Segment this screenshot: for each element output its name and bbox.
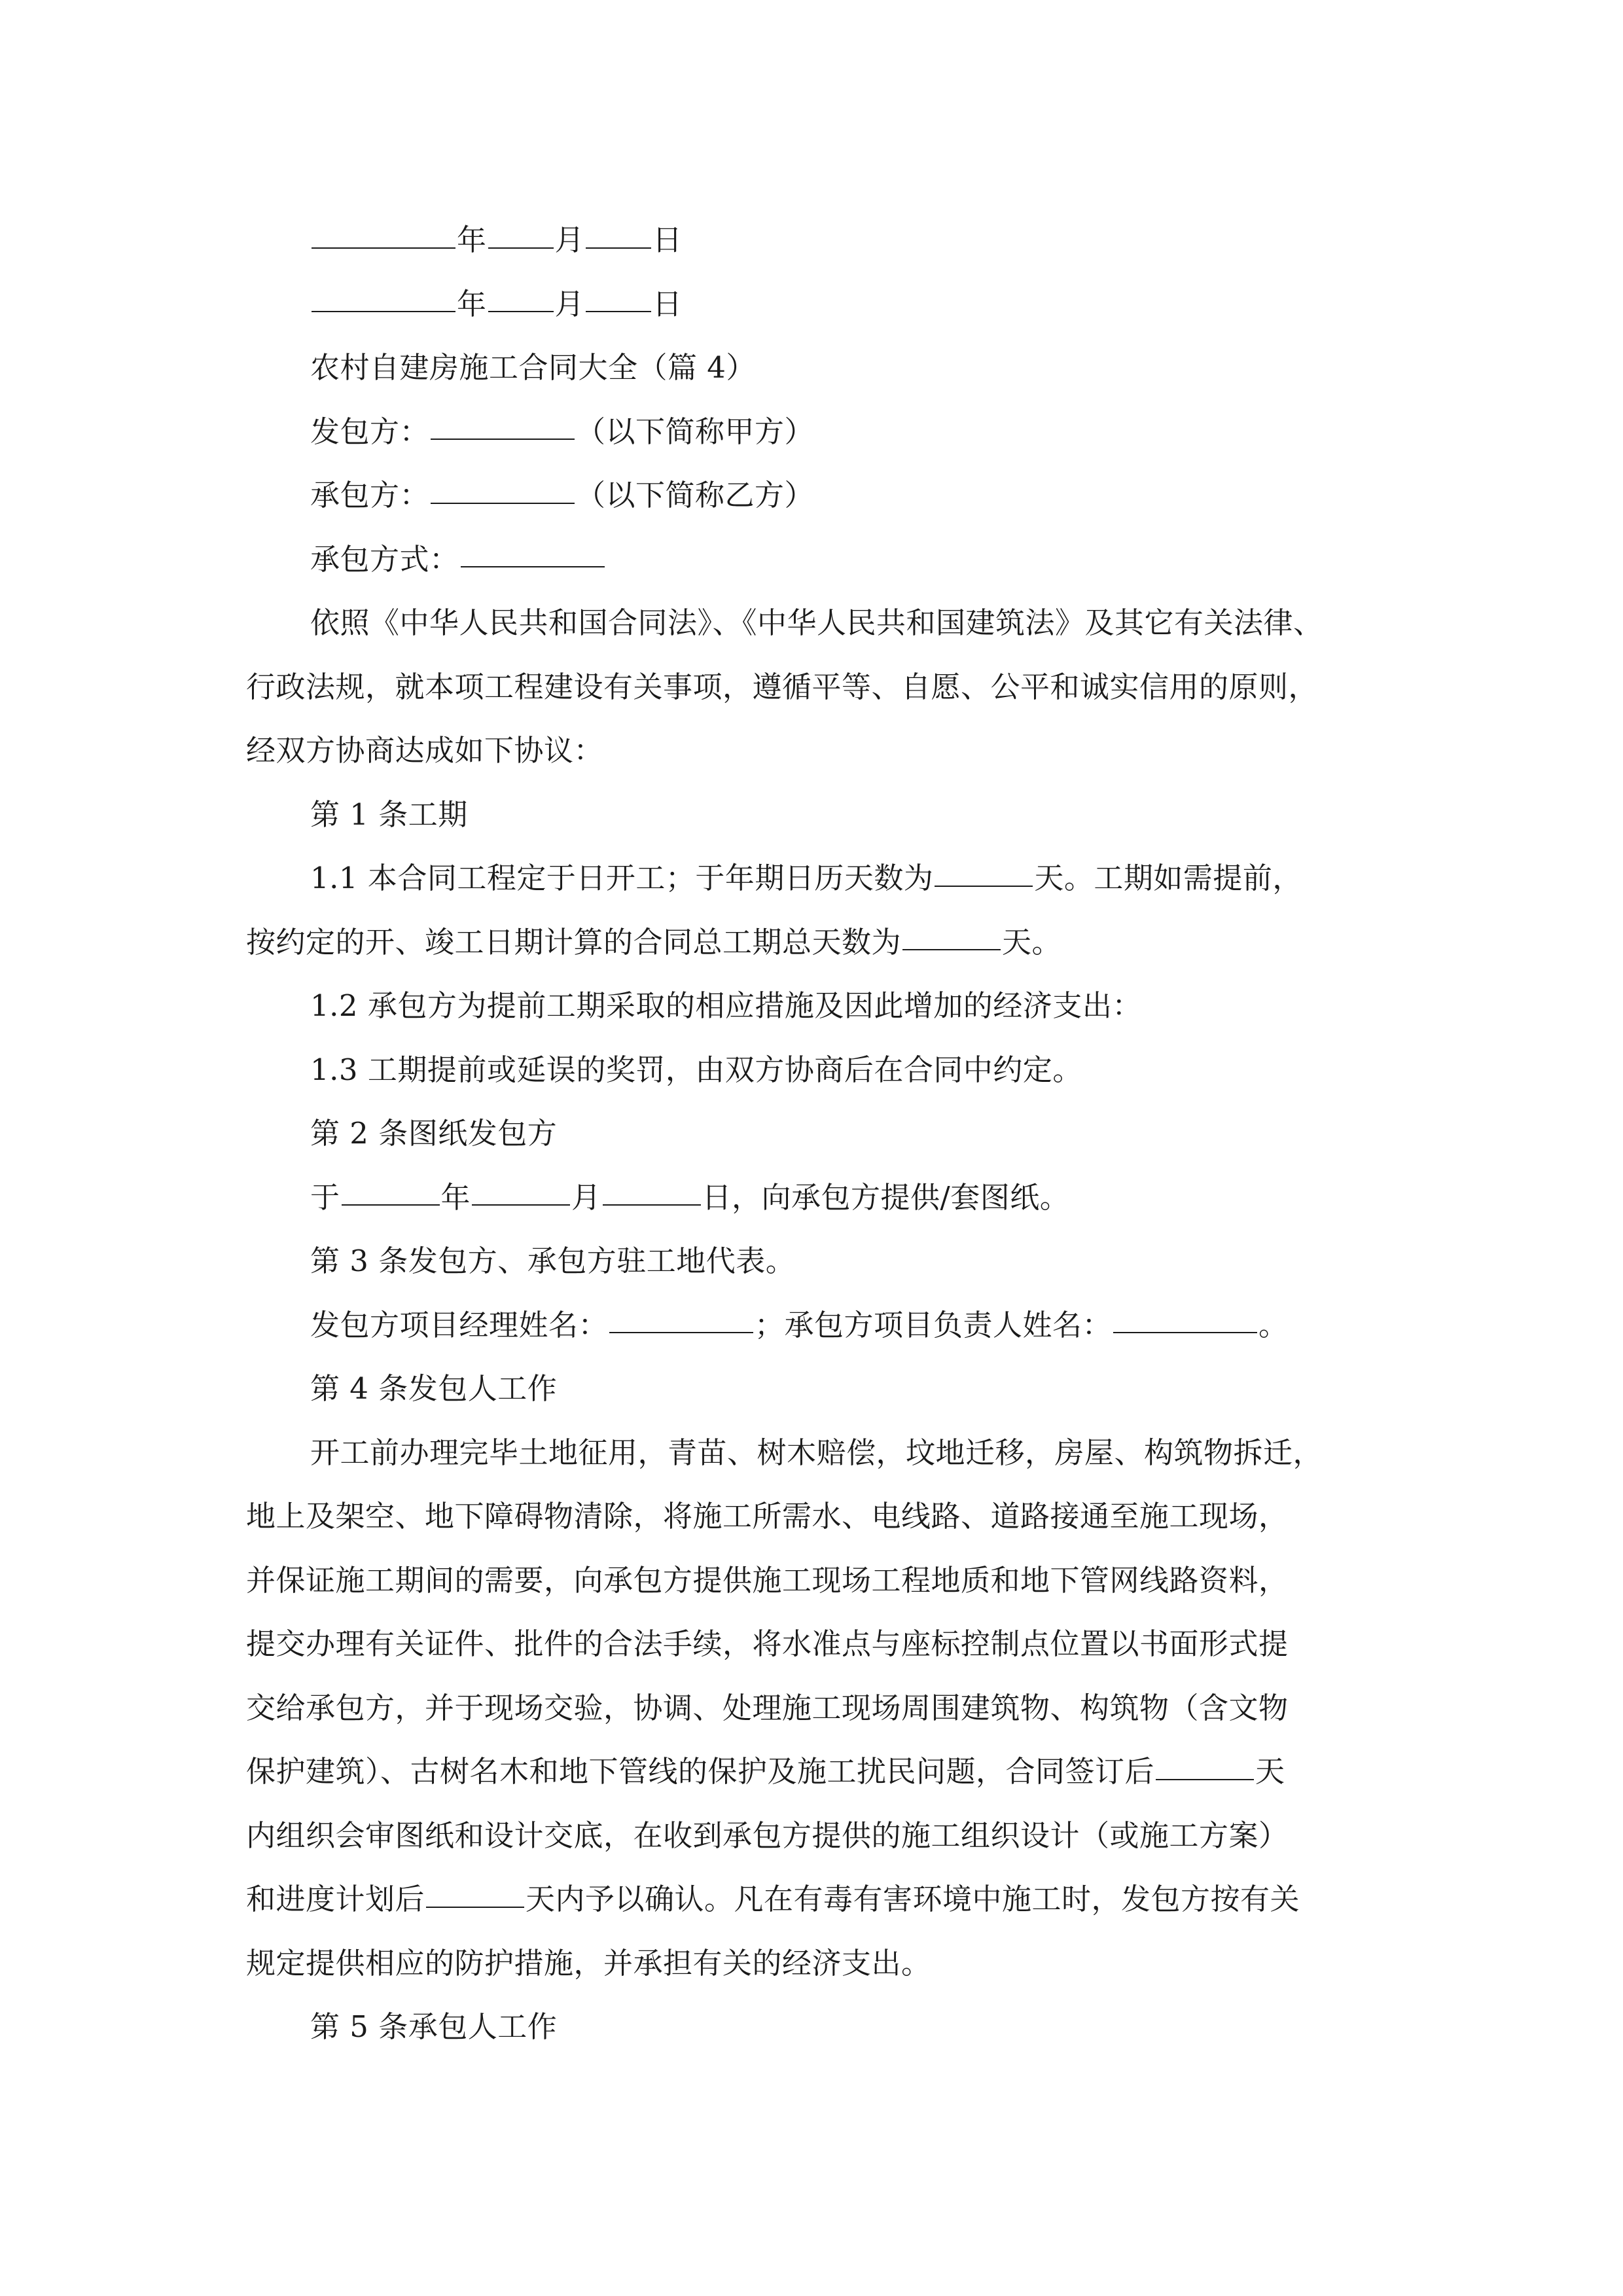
article-4-line-8: 和进度计划后 天内予以确认。凡在有毒有害环境中施工时，发包方按有关	[246, 1882, 1300, 1916]
intro-line-3: 经双方协商达成如下协议：	[246, 733, 604, 768]
article-3-names-line: 发包方项目经理姓名： ；承包方项目负责人姓名： 。	[310, 1307, 1289, 1342]
blank-day	[586, 310, 651, 312]
article-2-heading: 第 2 条图纸发包方	[310, 1116, 558, 1151]
blank-pm-name	[609, 1331, 753, 1333]
contract-mode-line: 承包方式：	[246, 528, 1398, 592]
blank-contract-mode	[461, 565, 605, 567]
article-4-line-2: 地上及架空、地下障碍物清除，将施工所需水、电线路、道路接通至施工现场，	[246, 1499, 1289, 1534]
clause-1-1-line-2: 按约定的开、竣工日期计算的合同总工期总天数为 天。	[246, 924, 1062, 960]
article-3-heading: 第 3 条发包方、承包方驻工地代表。	[310, 1244, 796, 1278]
intro-line-2: 行政法规，就本项工程建设有关事项，遵循平等、自愿、公平和诚实信用的原则，	[246, 669, 1319, 704]
article-4-heading: 第 4 条发包人工作	[310, 1371, 558, 1406]
party-b-line: 承包方： （以下简称乙方）	[310, 478, 815, 512]
blank-month	[488, 310, 554, 312]
blank-total-days	[902, 948, 1001, 950]
article-5-heading: 第 5 条承包人工作	[310, 2009, 558, 2044]
article-4-line-1: 开工前办理完毕土地征用，青苗、树木赔偿，坟地迁移，房屋、构筑物拆迁，	[310, 1435, 1323, 1470]
date-line-1: 年 月 日	[246, 208, 1398, 272]
article-4-line-4: 提交办理有关证件、批件的合法手续，将水准点与座标控制点位置以书面形式提	[246, 1626, 1289, 1661]
date-line-2: 年 月 日	[246, 272, 1398, 336]
blank-party-b	[431, 502, 575, 504]
article-4-line-7: 内组织会审图纸和设计交底，在收到承包方提供的施工组织设计（或施工方案）	[246, 1818, 1289, 1853]
blank-year	[342, 1204, 440, 1206]
article-4-line-5: 交给承包方，并于现场交验，协调、处理施工现场周围建筑物、构筑物（含文物	[246, 1690, 1289, 1725]
article-1-heading: 第 1 条工期	[310, 797, 468, 832]
article-2-date-line: 于 年 月 日，向承包方提供/套图纸。	[310, 1179, 1070, 1215]
blank-month	[488, 247, 554, 249]
blank-year	[312, 310, 455, 312]
article-4-line-3: 并保证施工期间的需要，向承包方提供施工现场工程地质和地下管网线路资料，	[246, 1562, 1289, 1598]
clause-1-1-line-1: 1.1 本合同工程定于日开工；于年期日历天数为 天。工期如需提前，	[310, 861, 1302, 895]
blank-month	[472, 1204, 570, 1206]
blank-year	[312, 247, 455, 249]
article-4-line-9: 规定提供相应的防护措施，并承担有关的经济支出。	[246, 1945, 931, 1981]
intro-line-1: 依照《中华人民共和国合同法》、《中华人民共和国建筑法》及其它有关法律、	[310, 605, 1323, 640]
blank-party-a	[431, 438, 575, 440]
blank-lead-name	[1113, 1331, 1257, 1333]
blank-days	[1156, 1778, 1254, 1780]
clause-1-2: 1.2 承包方为提前工期采取的相应措施及因此增加的经济支出：	[310, 988, 1142, 1023]
document-body	[246, 208, 1398, 2059]
blank-day	[586, 247, 651, 249]
contract-title: 农村自建房施工合同大全（篇 4）	[310, 350, 756, 385]
blank-days	[426, 1906, 524, 1908]
article-4-line-6: 保护建筑）、古树名木和地下管线的保护及施工扰民问题，合同签订后 天	[246, 1754, 1285, 1789]
blank-day	[603, 1204, 701, 1206]
blank-days	[935, 885, 1033, 887]
party-a-line: 发包方： （以下简称甲方）	[310, 414, 815, 449]
clause-1-3: 1.3 工期提前或延误的奖罚，由双方协商后在合同中约定。	[310, 1052, 1082, 1087]
